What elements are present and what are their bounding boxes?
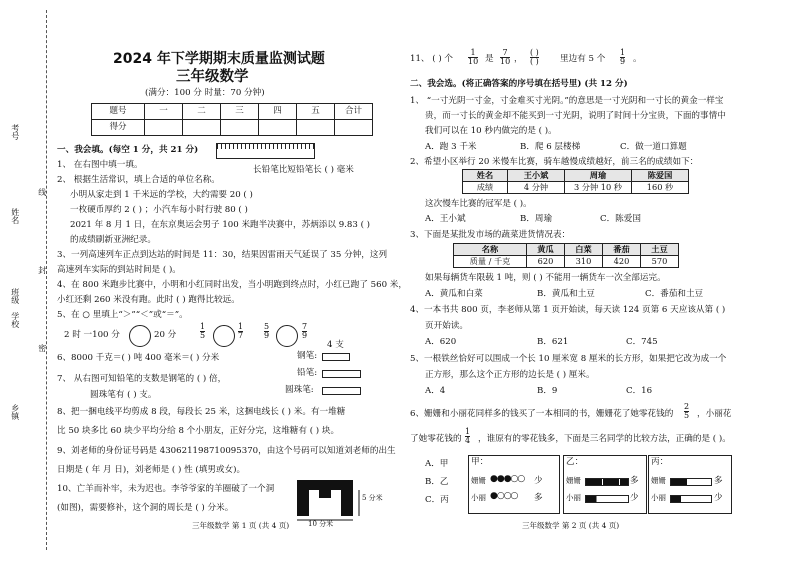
question-3b: 高速列车实际的到站时间是 ( )。 [57, 265, 181, 275]
veg-header-cell: 番茄 [603, 244, 641, 256]
score-header-cell: 五 [297, 104, 335, 120]
question-7: 7、 从右图可知铅笔的支数是钢笔的 ( ) 倍， [57, 374, 227, 384]
fraction-1-10: $\frac{1}{10}$ [468, 48, 479, 67]
jia-shao-label: 少 [534, 476, 543, 486]
fraction-blank[interactable]: ( ) ( ) [530, 48, 539, 67]
fraction-5-9: $\frac{5}{9}$ [264, 322, 270, 341]
race-header-cell: 陈爱国 [632, 170, 689, 182]
veg-header-cell: 土豆 [641, 244, 679, 256]
veg-cell: 570 [641, 256, 679, 268]
compare-circle[interactable] [213, 325, 235, 347]
secret-mark: 密 [37, 344, 47, 352]
choice-3-option-c[interactable]: C．番茄和土豆 [645, 289, 704, 299]
race-cell: 3 分钟 10 秒 [565, 182, 632, 194]
choice-4b: 页开始读。 [425, 321, 468, 331]
score-header-cell: 合计 [335, 104, 373, 120]
ballpen-bar [322, 387, 361, 395]
question-9: 9、刘老师的身份证号码是 430621198710095370，由这个号码可以知道刘老师的出生 [57, 446, 396, 456]
score-cell[interactable] [335, 120, 373, 136]
veg-cell: 420 [603, 256, 641, 268]
race-cell: 160 秒 [632, 182, 689, 194]
fraction-7-9: $\frac{7}{9}$ [302, 322, 308, 341]
question-10: 10、亡羊而补牢，未为迟也。李爷爷家的羊圈破了一个洞 [57, 484, 275, 494]
choice-2b: 这次慢车比赛的冠军是 ( )。 [425, 199, 532, 209]
legend-pencil: 铅笔: [297, 368, 318, 378]
choice-3: 3、下面是某批发市场的蔬菜进货情况表： [410, 230, 571, 240]
choice-2-option-b[interactable]: B．周瑜 [520, 214, 553, 224]
fraction-2-5: $\frac{2}{5}$ [684, 402, 690, 421]
score-cell[interactable] [221, 120, 259, 136]
choice-5-option-a[interactable]: A．4 [425, 386, 446, 396]
jia-xiaoli-dots: ●○○○ [490, 491, 518, 501]
choice-1c: 我们可以在 10 秒内做完的是 ( )。 [425, 126, 557, 136]
line-mark: 线 [37, 188, 47, 196]
yi-duo-label: 多 [630, 476, 639, 486]
vegetable-table [453, 243, 679, 268]
choice-6: 6、姗姗和小丽花同样多的钱买了一本相同的书，姗姗花了她零花钱的 [410, 409, 674, 419]
fraction-7-10: $\frac{7}{10}$ [500, 48, 511, 67]
question-11-d: 。 [633, 54, 642, 64]
question-2d: 的成绩刷新亚洲纪录。 [70, 235, 156, 245]
legend-ballpen: 圆珠笔: [285, 385, 314, 395]
choice-6-option-a[interactable]: A．甲 [425, 459, 449, 469]
bing-shanshan-label: 姗姗 [651, 476, 666, 485]
page-1-footer: 三年级数学 第 1 页 (共 4 页) [192, 521, 290, 530]
choice-1-option-a[interactable]: A．跑 3 千米 [425, 142, 477, 152]
question-3: 3、一列高速列车正点到达站的时间是 11：30，结果因雷雨天气延误了 35 分钟，这列 [57, 250, 388, 260]
race-cell: 成绩 [463, 182, 508, 194]
question-8: 8、把一捆电线平均剪成 8 段，每段长 25 米，这捆电线长 ( ) 米。有一堆糖 [57, 407, 346, 417]
choice-2-option-c[interactable]: C．陈爱国 [600, 214, 641, 224]
ruler-caption: 长铅笔比短铅笔长 ( ) 毫米 [253, 165, 354, 175]
choice-4: 4、一本书共 800 页，李老师从第 1 页开始读，每天读 124 页第 6 天应该从第 ( ) [410, 305, 726, 315]
choice-6-option-b[interactable]: B．乙 [425, 477, 449, 487]
choice-4-option-c[interactable]: C．745 [626, 337, 658, 347]
score-row-label: 得分 [92, 120, 145, 136]
bing-duo-label: 多 [714, 476, 723, 486]
choice-3-option-a[interactable]: A．黄瓜和白菜 [425, 289, 483, 299]
veg-header-cell: 名称 [454, 244, 527, 256]
choice-1-option-b[interactable]: B．爬 6 层楼梯 [520, 142, 581, 152]
question-4: 4、在 800 米跑步比赛中，小明和小红同时出发，当小明跑到终点时，小红已跑了 560 米， [57, 280, 407, 290]
race-cell: 4 分钟 [508, 182, 565, 194]
binding-line [46, 10, 47, 550]
score-header-cell: 二 [183, 104, 221, 120]
score-cell[interactable] [145, 120, 183, 136]
exam-meta: (满分：100 分 时量：70 分钟) [145, 88, 265, 98]
yi-shao-label: 少 [630, 493, 639, 503]
yi-shanshan-bar [585, 478, 629, 486]
school-label: 学校 [10, 312, 20, 328]
compare-circle[interactable] [276, 325, 298, 347]
four-pens-label: 4 支 [327, 340, 344, 350]
race-table [462, 169, 689, 194]
page-2-footer: 三年级数学 第 2 页 (共 4 页) [522, 521, 620, 530]
choice-5: 5、一根铁丝恰好可以围成一个长 10 厘米宽 8 厘米的长方形，如果把它改为成一个 [410, 354, 727, 364]
choice-4-option-b[interactable]: B．621 [537, 337, 569, 347]
question-11-b: 是 [485, 54, 494, 64]
choice-5-option-c[interactable]: C．16 [626, 386, 653, 396]
question-11-c: 里边有 5 个 [560, 54, 606, 64]
fraction-1-5: $\frac{1}{5}$ [200, 322, 206, 341]
section-2-heading: 二、我会选。(将正确答案的序号填在括号里) (共 12 分) [410, 79, 628, 89]
question-2b: 一枚硬币厚约 2 ( ) ；小汽车每小时行驶 80 ( ) [70, 205, 248, 215]
question-1: 1、 在右图中填一填。 [57, 160, 143, 170]
exam-number-label: 考号 [10, 124, 20, 140]
veg-cell: 310 [565, 256, 603, 268]
dim-5dm: 5 分米 [362, 494, 383, 502]
question-2c: 2021 年 8 月 1 日，在东京奥运会男子 100 米跑半决赛中，苏炳添以 9.83 ( ) [70, 220, 371, 230]
choice-1b: 贵，而一寸长的黄金却不能买到一寸光阴，说明了时间十分宝贵，下面的事情中 [425, 111, 726, 121]
compare-item-right: 20 分 [154, 330, 177, 340]
method-yi-label: 乙： [566, 457, 584, 467]
score-header-cell: 一 [145, 104, 183, 120]
class-label: 班级 [10, 288, 20, 304]
question-11-a: 11、 ( ) 个 [410, 54, 454, 64]
exam-subject: 三年级数学 [176, 69, 249, 85]
question-8b: 比 50 块多比 60 块少平均分给 8 个小朋友，正好分完，这堆糖有 ( ) 块。 [57, 426, 340, 436]
bing-shanshan-bar [670, 478, 712, 486]
score-header-cell: 四 [259, 104, 297, 120]
yi-xiaoli-label: 小丽 [566, 493, 581, 502]
choice-6b: 了她零花钱的 [410, 434, 462, 444]
veg-header-cell: 白菜 [565, 244, 603, 256]
jia-duo-label: 多 [534, 493, 543, 503]
jia-shanshan-label: 姗姗 [471, 476, 486, 485]
section-1-heading: 一、我会填。(每空 1 分，共 21 分) [57, 145, 199, 155]
steel-pen-bar [322, 353, 350, 361]
choice-2: 2、希望小区举行 20 米慢车比赛，骑车越慢成绩越好，前三名的成绩如下： [410, 157, 699, 167]
legend-steel-pen: 钢笔: [297, 351, 318, 361]
question-9b: 日期是 ( 年 月 日)，刘老师是 ( ) 性 (填男或女)。 [57, 465, 246, 475]
choice-5b: 正方形，那么这个正方形的边长是 ( ) 厘米。 [425, 370, 595, 380]
race-header-cell: 王小斌 [508, 170, 565, 182]
veg-cell: 质量 / 千克 [454, 256, 527, 268]
compare-circle[interactable] [129, 325, 151, 347]
yi-shanshan-label: 姗姗 [566, 476, 581, 485]
question-2a: 小明从家走到 1 千米远的学校，大约需要 20 ( ) [70, 190, 253, 200]
choice-6-c: ，小丽花 [697, 409, 732, 419]
choice-3-option-b[interactable]: B．黄瓜和土豆 [537, 289, 595, 299]
score-cell[interactable] [259, 120, 297, 136]
choice-1-option-c[interactable]: C．做一道口算题 [620, 142, 687, 152]
yi-xiaoli-bar [585, 495, 629, 503]
race-header-cell: 周瑜 [565, 170, 632, 182]
name-label: 姓名 [10, 208, 20, 224]
race-header-cell: 姓名 [463, 170, 508, 182]
exam-title: 2024 年下学期期末质量监测试题 [113, 51, 325, 67]
jia-shanshan-dots: ●●●○○ [490, 474, 525, 484]
choice-6-option-c[interactable]: C．丙 [425, 495, 449, 505]
choice-6-d: ，谁原有的零花钱多，下面是三名同学的比较方法，正确的是 ( )。 [478, 434, 731, 444]
ruler-figure [216, 143, 315, 159]
jia-xiaoli-label: 小丽 [471, 493, 486, 502]
veg-cell: 620 [527, 256, 565, 268]
township-label: 乡镇 [10, 404, 20, 420]
method-bing-label: 丙： [651, 457, 669, 467]
bing-shao-label: 少 [714, 493, 723, 503]
choice-2-option-a[interactable]: A．王小斌 [425, 214, 466, 224]
pencil-bar [322, 370, 361, 378]
question-10b: (如图)，需要修补，这个洞的周长是 ( ) 分米。 [57, 503, 234, 513]
choice-3b: 如果每辆货车限载 1 吨，则 ( ) 不能用一辆货车一次全部运完。 [425, 273, 666, 283]
question-4b: 小红还剩 260 米没有跑。此时 ( ) 跑得比较远。 [57, 295, 240, 305]
question-7b: 圆珠笔有 ( ) 支。 [90, 390, 157, 400]
score-header-cell: 三 [221, 104, 259, 120]
fraction-1-4: $\frac{1}{4}$ [465, 427, 471, 446]
choice-5-option-b[interactable]: B．9 [537, 386, 558, 396]
question-2: 2、 根据生活常识，填上合适的单位名称。 [57, 175, 220, 185]
score-cell[interactable] [183, 120, 221, 136]
seal-mark: 封 [37, 266, 47, 274]
score-table [91, 103, 373, 136]
choice-4-option-a[interactable]: A．620 [425, 337, 457, 347]
score-header-cell: 题号 [92, 104, 145, 120]
veg-header-cell: 黄瓜 [527, 244, 565, 256]
fraction-1-9: $\frac{1}{9}$ [620, 48, 626, 67]
question-6: 6、8000 千克＝( ) 吨 400 毫米＝( ) 分米 [57, 353, 220, 363]
method-jia-label: 甲： [471, 457, 489, 467]
bing-xiaoli-bar [670, 495, 712, 503]
choice-1: 1、 “一寸光阴一寸金，寸金难买寸光阴。”的意思是一寸光阴和一寸长的黄金一样宝 [410, 96, 724, 106]
bing-xiaoli-label: 小丽 [651, 493, 666, 502]
compare-item-left: 2 时 一100 分 [64, 330, 120, 340]
score-cell[interactable] [297, 120, 335, 136]
fraction-1-7: $\frac{1}{7}$ [238, 322, 244, 341]
question-5: 5、在 ○ 里填上“＞”“＜”或“＝”。 [57, 310, 188, 320]
dim-10dm: 10 分米 [308, 520, 334, 528]
